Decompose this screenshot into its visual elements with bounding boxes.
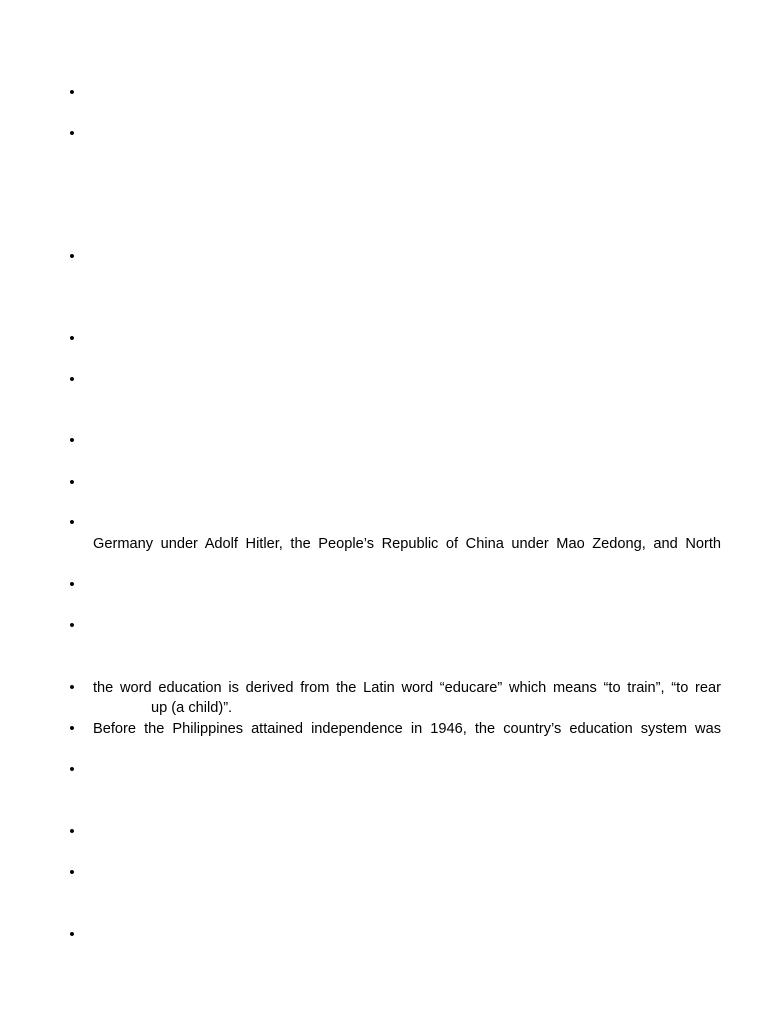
bullet-icon: • [69,617,75,634]
bullet-icon: • [69,720,75,737]
bullet-icon: • [69,926,75,943]
germany-text: Germany under Adolf Hitler, the People’s Republic of China under Mao Zedong, and North [93,536,721,552]
bullet-icon: • [69,823,75,840]
bullet-icon: • [69,84,75,101]
bullet-icon: • [69,330,75,347]
bullet-icon: • [69,864,75,881]
bullet-icon: • [69,371,75,388]
bullet-icon: • [69,432,75,449]
bullet-icon: • [69,679,75,696]
bullet-icon: • [69,761,75,778]
philippines-text: Before the Philippines attained independence in 1946, the country’s education system was [93,721,721,737]
education-definition-text: the word education is derived from the Latin word “educare” which means “to train”, “to rear [93,680,721,696]
bullet-icon: • [69,248,75,265]
bullet-icon: • [69,474,75,491]
education-definition-continuation: up (a child)”. [151,700,233,716]
bullet-icon: • [69,514,75,531]
bullet-icon: • [69,125,75,142]
bullet-icon: • [69,576,75,593]
